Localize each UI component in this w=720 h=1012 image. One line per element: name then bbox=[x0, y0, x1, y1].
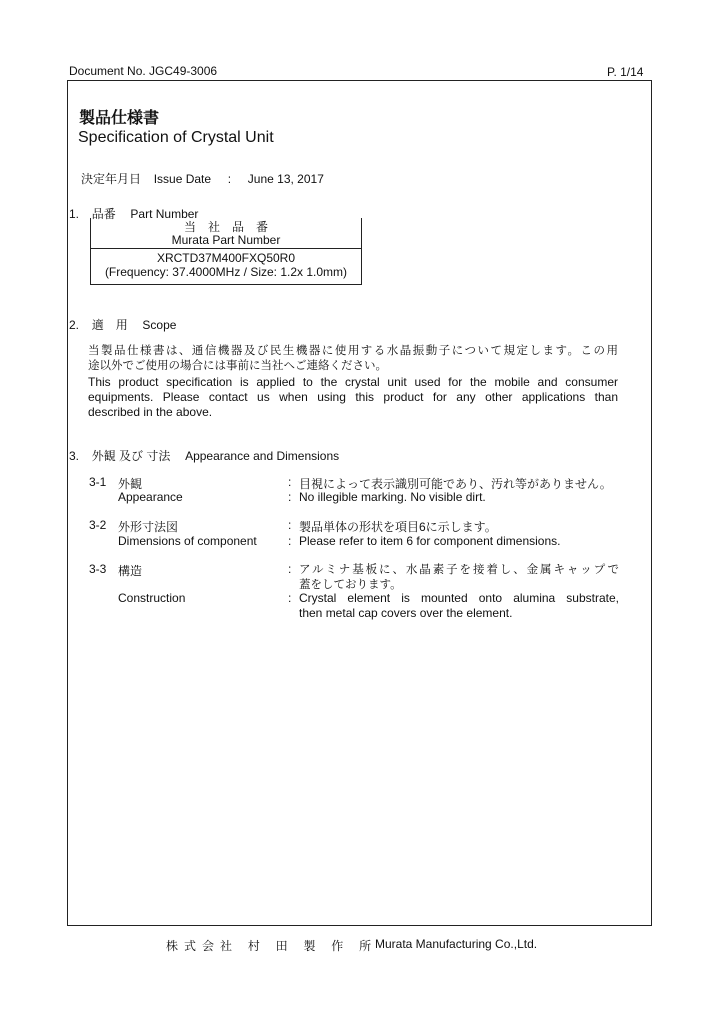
issue-date-label-jp: 決定年月日 bbox=[81, 172, 142, 186]
scope-text-jp-line-1: 当製品仕様書は、通信機器及び民生機器に使用する水晶振動子について規定します。この用 bbox=[88, 343, 618, 357]
item-3-1-colon-en: : bbox=[288, 490, 292, 504]
item-3-2-colon-jp: : bbox=[288, 518, 292, 532]
title-english: Specification of Crystal Unit bbox=[78, 129, 274, 146]
document-number: Document No. JGC49-3006 bbox=[69, 64, 218, 78]
section-3-title-en: Appearance and Dimensions bbox=[185, 449, 340, 463]
item-3-1-value-en: No illegible marking. No visible dirt. bbox=[299, 490, 486, 504]
item-3-3-value-en-line-1: Crystal element is mounted onto alumina substrate, bbox=[299, 591, 619, 605]
scope-text-en-line-3: described in the above. bbox=[88, 405, 213, 419]
part-number-value: XRCTD37M400FXQ50R0 bbox=[156, 251, 296, 265]
section-2-heading bbox=[69, 316, 176, 333]
item-3-1-label-jp: 外観 bbox=[118, 477, 143, 491]
scope-text-en bbox=[88, 375, 618, 420]
item-3-3-value-jp-line-1: アルミナ基板に、水晶素子を接着し、金属キャップで bbox=[299, 562, 619, 576]
section-3-title-jp: 外観 及び 寸法 bbox=[91, 449, 171, 463]
item-3-1-label-en: Appearance bbox=[118, 490, 183, 504]
part-number-detail: (Frequency: 37.4000MHz / Size: 1.2x 1.0mm) bbox=[104, 265, 348, 279]
scope-text-jp bbox=[88, 343, 618, 373]
item-3-2-label-jp: 外形寸法図 bbox=[118, 520, 179, 534]
item-3-3-value-en-line-2: then metal cap covers over the element. bbox=[299, 606, 513, 620]
section-2-number: 2. bbox=[69, 318, 80, 332]
part-number-table bbox=[90, 218, 362, 285]
footer-company-jp: 株式会社 村 田 製 作 所 bbox=[166, 939, 378, 953]
section-1-number: 1. bbox=[69, 207, 80, 221]
part-number-header-en: Murata Part Number bbox=[171, 233, 281, 247]
item-3-1-colon-jp: : bbox=[288, 475, 292, 489]
scope-text-en-line-2: equipments. Please contact us when using this product for any other applications than bbox=[88, 390, 618, 404]
item-3-1-value-jp: 目視によって表示識別可能であり、汚れ等がありません。 bbox=[299, 477, 612, 491]
item-3-2-number: 3-2 bbox=[89, 518, 107, 532]
part-number-divider bbox=[91, 248, 361, 249]
footer-company-en: Murata Manufacturing Co.,Ltd. bbox=[375, 937, 538, 951]
page-number: P. 1/14 bbox=[607, 65, 644, 79]
scope-text-en-line-1: This product specification is applied to the crystal unit used for the mobile and consumer bbox=[88, 375, 618, 389]
item-3-3-label-jp: 構造 bbox=[118, 564, 143, 578]
item-3-3-colon-en: : bbox=[288, 591, 292, 605]
section-1-title-jp: 品番 bbox=[91, 207, 116, 221]
item-3-3-value-jp bbox=[299, 562, 619, 592]
section-3-number: 3. bbox=[69, 449, 80, 463]
issue-date-row bbox=[81, 170, 324, 187]
item-3-3-value-jp-line-2: 蓋をしております。 bbox=[299, 577, 402, 591]
section-2-title-jp: 適 用 bbox=[91, 318, 128, 332]
item-3-2-label-en: Dimensions of component bbox=[118, 534, 257, 548]
issue-date-colon: : bbox=[227, 172, 232, 186]
section-1-title-en: Part Number bbox=[130, 207, 199, 221]
issue-date-value: June 13, 2017 bbox=[247, 172, 324, 186]
issue-date-label-en: Issue Date bbox=[153, 172, 212, 186]
section-3-heading bbox=[69, 447, 339, 464]
title-japanese: 製品仕様書 bbox=[79, 108, 160, 127]
item-3-3-number: 3-3 bbox=[89, 562, 107, 576]
part-number-header-jp: 当 社 品 番 bbox=[183, 220, 268, 234]
item-3-1-number: 3-1 bbox=[89, 475, 107, 489]
item-3-3-value-en bbox=[299, 591, 619, 621]
item-3-3-colon-jp: : bbox=[288, 562, 292, 576]
item-3-3-label-en: Construction bbox=[118, 591, 186, 605]
item-3-2-value-jp: 製品単体の形状を項目6に示します。 bbox=[299, 520, 497, 534]
item-3-2-colon-en: : bbox=[288, 534, 292, 548]
section-2-title-en: Scope bbox=[142, 318, 177, 332]
item-3-2-value-en: Please refer to item 6 for component dimensions. bbox=[299, 534, 561, 548]
scope-text-jp-line-2: 途以外でご使用の場合には事前に当社へご連絡ください。 bbox=[88, 358, 387, 372]
